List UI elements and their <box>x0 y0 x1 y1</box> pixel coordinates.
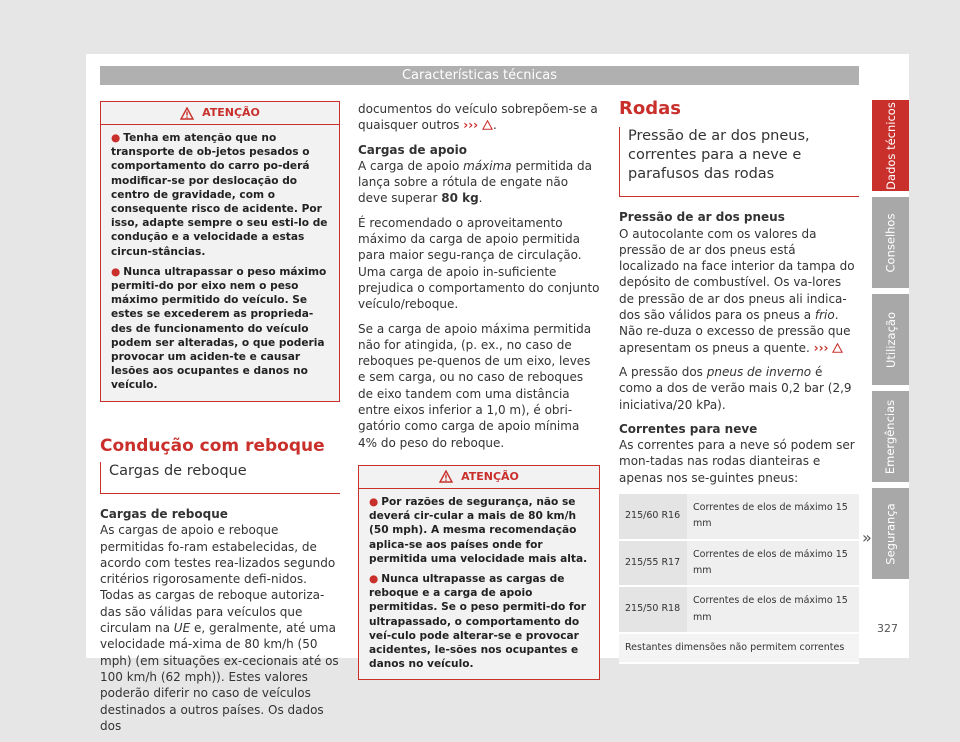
warning-triangle-icon <box>180 107 194 120</box>
section-title: Condução com reboque <box>100 435 325 456</box>
column-1 <box>100 101 340 742</box>
table-row: 215/55 R17 Correntes de elos de máximo 15 mm <box>619 540 859 587</box>
paragraph: Se a carga de apoio máxima permitida não for atingida, (p. ex., no caso de reboques pe-quenos de um eixo, leves e sem carga, ou no caso de reboques de eixo tandem com uma distância entre eixos inferior a 1,0 m), é obri-gatório como carga de apoio mínima 4% do peso do reboque. <box>358 321 592 450</box>
tab-emergencias[interactable]: Emergências <box>872 391 909 482</box>
warning-box <box>100 101 340 402</box>
subsection-title: Pressão de ar dos pneus, correntes para a neve e parafusos das rodas <box>619 127 859 197</box>
column-2 <box>358 101 600 680</box>
warning-box <box>358 465 600 680</box>
warning-item: ● Nunca ultrapasse as cargas de reboque e a carga de apoio permitidas. Se o peso permiti-do for ultrapassado, o comportamento do veí-culo pode alterar-se e provocar acidentes, le-sões nos ocupantes e danos no veículo. <box>369 572 587 671</box>
tab-utilizacao[interactable]: Utilização <box>872 294 909 385</box>
paragraph: O autocolante com os valores da pressão de ar dos pneus está localizado na face interior da tampa do depósito de combustível. Os va-lores de pressão de ar dos pneus ali indica-dos são válidos para os pneus a frio. Não re-duza o excesso de pressão que apresentam os pneus a quente. ››› <box>619 226 855 355</box>
warning-header <box>101 102 339 125</box>
warning-header <box>359 466 599 489</box>
warning-triangle-icon <box>439 470 453 483</box>
table-row: 215/60 R16 Correntes de elos de máximo 15 mm <box>619 494 859 540</box>
warning-title: ATENÇÃO <box>461 469 519 483</box>
paragraph: As cargas de apoio e reboque permitidas fo-ram estabelecidas, de acordo com testes rea-lizados segundo critérios rigorosamente defi-nidos. Todas as cargas de reboque autoriza-das são válidas para veículos que circulam na UE e, geralmente, até uma velocidade má-xima de 80 km/h (50 mph) (em situações ex-cecionais até os 100 km/h (62 mph)). Estes valores poderão diferir no caso de veículos destinados a outros países. Os dados dos <box>100 523 339 733</box>
paragraph: É recomendado o aproveitamento máximo da carga de apoio permitida para maior segu-rança de circulação. Uma carga de apoio in-suficiente prejudica o comportamento do conjunto veículo/reboque. <box>358 215 600 312</box>
warning-item: ● Nunca ultrapassar o peso máximo permiti-do por eixo nem o peso máximo permitido do veículo. Se estes se excederem as proprieda-des de funcionamento do veículo podem ser alteradas, o que poderia provocar um aciden-te e causar lesões aos ocupantes e danos no veículo. <box>111 265 327 392</box>
tab-conselhos[interactable]: Conselhos <box>872 197 909 288</box>
paragraph-heading: Pressão de ar dos pneus <box>619 210 785 225</box>
tab-seguranca[interactable]: Segurança <box>872 488 909 579</box>
warning-item: ● Tenha em atenção que no transporte de ob-jetos pesados o comportamento do carro po-derá modificar-se por deslocação do centro de gravidade, com o consequente risco de acidente. Por isso, adapte sempre o seu esti-lo de condução e a velocidade a estas circun-stâncias. <box>111 132 328 258</box>
section-title: Rodas <box>619 98 681 119</box>
paragraph: A pressão dos pneus de inverno é como a dos de verão mais 0,2 bar (2,9 iniciativa/20 kPa). <box>619 364 852 412</box>
paragraph-heading: Correntes para neve <box>619 421 758 436</box>
warning-item: ● Por razões de segurança, não se deverá cir-cular a mais de 80 km/h (50 mph). A mesma recomendação aplica-se aos países onde for permitida uma velocidade mais alta. <box>369 495 588 565</box>
continue-arrow: » <box>862 528 872 547</box>
page-header: Características técnicas <box>100 66 859 85</box>
warning-title: ATENÇÃO <box>202 105 260 119</box>
column-3 <box>619 98 859 664</box>
warning-triangle-icon <box>482 120 493 130</box>
paragraph: documentos do veículo sobrepõem-se a quaisquer outros ››› . <box>358 102 598 133</box>
paragraph: A carga de apoio máxima permitida da lança sobre a rótula de engate não deve superar 80 kg. <box>358 158 593 206</box>
tab-dados-tecnicos[interactable]: Dados técnicos <box>872 100 909 191</box>
snow-chains-table <box>619 494 859 664</box>
paragraph: As correntes para a neve só podem ser mon-tadas nas rodas dianteiras e apenas nos se-guintes pneus: <box>619 438 855 485</box>
subsection-title: Cargas de reboque <box>100 462 340 494</box>
paragraph-heading: Cargas de reboque <box>100 506 228 521</box>
warning-triangle-icon <box>832 343 843 353</box>
table-row: Restantes dimensões não permitem correntes <box>619 633 859 663</box>
table-row: 215/50 R18 Correntes de elos de máximo 15 mm <box>619 586 859 633</box>
page-number: 327 <box>877 622 898 635</box>
paragraph-heading: Cargas de apoio <box>358 142 468 157</box>
